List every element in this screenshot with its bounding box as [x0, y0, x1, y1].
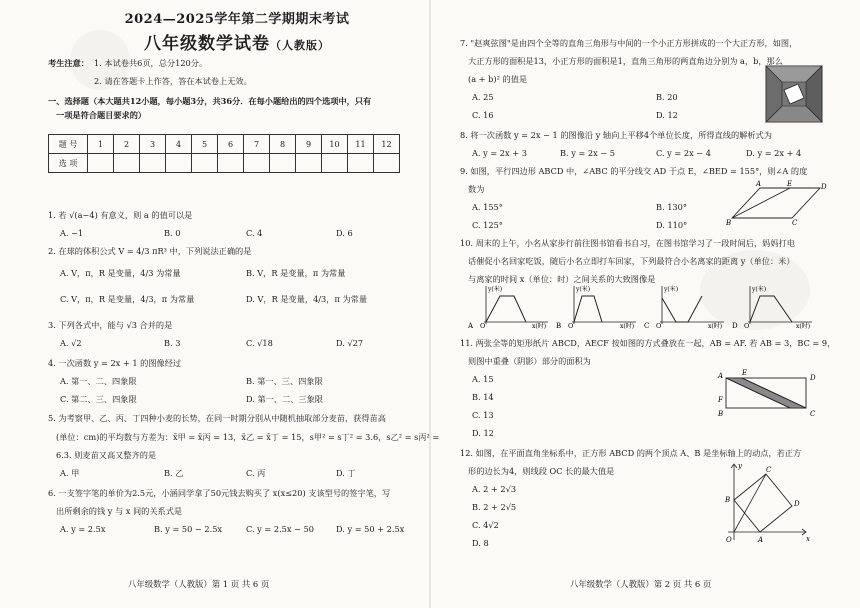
q10-b-origin: O: [568, 322, 574, 330]
q11-option-c: C. 13: [472, 410, 494, 420]
answer-table-header-cell: 11: [348, 135, 374, 154]
q7-line-2: 大正方形的面积是13，小正方形的面积是1，直角三角形的两直角边分别为 a，b，那么: [468, 56, 783, 66]
q6-option-d: D. y = 50 + 2.5x: [336, 524, 405, 534]
answer-cell: [218, 154, 244, 173]
footer-page-2: 八年级数学（人教版）第 2 页 共 6 页: [570, 579, 712, 589]
q1-option-a: A. −1: [60, 228, 84, 238]
q2-stem: 2. 在球的体积公式 V = 4/3 πR³ 中，下列说法正确的是: [48, 246, 252, 256]
fig11-label-e: E: [742, 369, 748, 377]
q1-option-b: B. 0: [164, 228, 181, 238]
q6-line-1: 6. 一支签字笔的单价为2.5元，小涵同学拿了50元钱去购买了 x(x≤20) 支该型号的签字笔，写: [48, 488, 391, 498]
answer-table-header-cell: 7: [244, 135, 270, 154]
section-1-line-1: 一、选择题（本大题共12小题，每小题3分，共36分．在每小题给出的四个选项中，只有: [48, 96, 372, 106]
q8-option-b: B. y = 2x − 5: [560, 148, 616, 158]
q12-option-b: B. 2 + 2√5: [472, 502, 517, 512]
q10-c-letter: C: [644, 322, 650, 330]
answer-table-header-cell: 12: [374, 135, 400, 154]
answer-cell: [114, 154, 140, 173]
q2-option-d: D. V，R 是变量，4/3，π 为常量: [246, 294, 368, 304]
edition-text: （人教版）: [270, 39, 330, 52]
q7-option-b: B. 20: [656, 92, 678, 102]
page-2: [460, 0, 836, 608]
q10-graph-c: [644, 285, 724, 330]
q5-option-b: B. 乙: [164, 468, 184, 478]
q10-a-xlabel: x(时): [532, 323, 547, 330]
q10-b-xlabel: x(时): [620, 323, 635, 330]
answer-table-header-cell: 4: [166, 135, 192, 154]
q9-option-a: A. 155°: [472, 202, 503, 212]
page-1: [48, 0, 440, 608]
q10-c-ylabel: y(米): [664, 286, 679, 293]
exam-subtitle: [48, 29, 426, 54]
answer-table-header-cell: 3: [140, 135, 166, 154]
q11-line-2: 则图中重叠（阴影）部分的面积为: [468, 356, 591, 366]
q1-stem: 1. 若 √(a−4) 有意义，则 a 的值可以是: [48, 210, 193, 220]
q10-graph-a: [467, 285, 548, 330]
answer-table-header-cell: 6: [218, 135, 244, 154]
q3-option-b: B. 3: [164, 338, 181, 348]
q10-c-origin: O: [656, 322, 662, 330]
fig11-label-f: F: [718, 396, 723, 404]
q12-option-c: C. 4√2: [472, 520, 499, 530]
q6-line-2: 出所剩余的钱 y 与 x 间的关系式是: [56, 506, 183, 516]
q8-option-d: D. y = 2x + 4: [746, 148, 802, 158]
q9-option-b: B. 130°: [656, 202, 687, 212]
exam-title: 2024—2025学年第二学期期末考试: [124, 12, 350, 27]
q4-option-a: A. 第一、二、四象限: [60, 376, 137, 386]
q12-line-1: 12. 如图，在平面直角坐标系中，正方形 ABCD 的两个顶点 A、B 是坐标轴上的动点，若正方: [460, 448, 802, 458]
q10-d-xlabel: x(时): [796, 323, 811, 330]
row-label-options: 选 项: [49, 154, 88, 173]
q4-stem: 4. 一次函数 y = 2x + 1 的图像经过: [48, 358, 182, 368]
fig12-label-o: O: [726, 536, 732, 544]
q10-a-origin: O: [480, 322, 486, 330]
fig11-label-d: D: [810, 374, 816, 382]
q3-option-a: A. √2: [60, 338, 82, 348]
q10-graph-options: [468, 282, 824, 330]
q1-option-d: D. 6: [336, 228, 353, 238]
q8-option-c: C. y = 2x − 4: [656, 148, 711, 158]
overlapping-rectangles-figure: [718, 368, 830, 418]
fig11-label-c: C: [810, 410, 816, 418]
q5-option-a: A. 甲: [60, 468, 80, 478]
q2-option-c: C. V，π，R 是变量，4/3，π 为常量: [60, 294, 195, 304]
fig11-label-a: A: [718, 372, 724, 380]
q6-option-a: A. y = 2.5x: [60, 524, 106, 534]
q11-option-d: D. 12: [472, 428, 494, 438]
answer-cell: [322, 154, 348, 173]
fig12-label-d: D: [794, 500, 800, 508]
subtitle-text: 八年级数学试卷: [144, 34, 270, 54]
q5-line-3: 6.3. 则麦苗又高又整齐的是: [56, 450, 157, 460]
q10-line-1: 10. 周末的上午，小名从家步行前往图书馆看书自习，在图书馆学习了一段时间后，妈妈打电: [460, 238, 795, 248]
q11-option-a: A. 15: [472, 374, 494, 384]
fig12-label-x: x: [806, 535, 810, 543]
q12-option-a: A. 2 + 2√3: [472, 484, 517, 494]
answer-cell: [192, 154, 218, 173]
q10-graph-b: [556, 285, 636, 330]
answer-cell: [88, 154, 114, 173]
answer-table-header-cell: 8: [270, 135, 296, 154]
answer-table-row-numbers: [49, 135, 400, 154]
answer-table-header-cell: 10: [322, 135, 348, 154]
q1-option-c: C. 4: [246, 228, 263, 238]
answer-cell: [270, 154, 296, 173]
answer-cell: [166, 154, 192, 173]
q10-d-origin: O: [744, 322, 750, 330]
note-1: 1. 本试卷共6页，总分120分。: [94, 58, 208, 68]
q10-d-ylabel: y(米): [752, 286, 767, 293]
answer-table-header-cell: 9: [296, 135, 322, 154]
q10-d-letter: D: [732, 322, 738, 330]
q3-option-c: C. √18: [246, 338, 273, 348]
q4-option-d: D. 第一、二、三象限: [246, 394, 323, 404]
fig9-label-c: C: [792, 219, 798, 227]
q10-line-2: 话催促小名回家吃饭，随后小名立即打车回家，下列最符合小名离家的距离 y（单位：米）: [468, 256, 795, 266]
q2-option-a: A. V，π，R 是变量，4/3 为常量: [60, 268, 181, 278]
fig9-label-d: D: [821, 183, 827, 191]
zhao-shuang-figure: [766, 66, 822, 122]
q10-a-letter: A: [468, 322, 474, 330]
q7-option-a: A. 25: [472, 92, 494, 102]
parallelogram-figure: [726, 180, 826, 226]
fig9-label-b: B: [726, 219, 732, 227]
q10-a-ylabel: y(米): [488, 286, 503, 293]
answer-cell: [244, 154, 270, 173]
fig12-label-y: y: [738, 462, 742, 470]
row-label-numbers: 题 号: [49, 135, 88, 154]
answer-table-header-cell: 2: [114, 135, 140, 154]
q11-option-b: B. 14: [472, 392, 494, 402]
page-fold-divider: [429, 0, 431, 608]
q2-option-b: B. V，R 是变量，π 为常量: [246, 268, 346, 278]
fig12-label-b: B: [725, 496, 731, 504]
q6-option-b: B. y = 50 − 2.5x: [154, 524, 223, 534]
q9-line-1: 9. 如图，平行四边形 ABCD 中，∠ABC 的平分线交 AD 于点 E，∠BED = 155°，则∠A 的度: [460, 166, 808, 176]
answer-cell: [374, 154, 400, 173]
fig12-label-a: A: [758, 536, 764, 544]
q12-line-2: 形的边长为4，则线段 OC 长的最大值是: [468, 466, 615, 476]
section-1-line-2: 一项是符合题目要求的）: [56, 110, 147, 120]
q5-line-2: (单位：cm)的平均数与方差为：x̄甲 = x̄丙 = 13，x̄乙 = x̄丁 = 15，s甲² = s丁² = 3.6，s乙² = s丙² =: [56, 432, 440, 442]
note-2: 2. 请在答题卡上作答，答在本试卷上无效。: [94, 76, 252, 86]
q10-graph-d: [732, 285, 812, 330]
q11-line-1: 11. 两张全等的矩形纸片 ABCD，AECF 按如图的方式叠放在一起，AB = AF. 若 AB = 3，BC = 9，: [460, 338, 836, 348]
q10-line-3: 与离家的时间 x（单位：时）之间关系的大致图像是: [468, 274, 656, 284]
q4-option-b: B. 第一、三、四象限: [246, 376, 323, 386]
answer-table-header-cell: 1: [88, 135, 114, 154]
q7-option-d: D. 12: [656, 110, 678, 120]
q12-option-d: D. 8: [472, 538, 489, 548]
q7-line-3: (a + b)² 的值是: [468, 74, 528, 84]
fig12-label-c: C: [766, 466, 772, 474]
answer-cell: [296, 154, 322, 173]
q3-option-d: D. √27: [336, 338, 364, 348]
answer-table: [48, 134, 400, 173]
q5-line-1: 5. 为考察甲、乙、丙、丁四种小麦的长势，在同一时期分别从中随机抽取部分麦苗，获得苗高: [48, 413, 386, 423]
answer-cell: [348, 154, 374, 173]
q9-line-2: 数为: [468, 184, 485, 194]
footer-page-1: 八年级数学（人教版）第 1 页 共 6 页: [128, 579, 270, 589]
answer-table-row-options: [49, 154, 400, 173]
q8-stem: 8. 将一次函数 y = 2x − 1 的图像沿 y 轴向上平移4个单位长度，所得直线的解析式为: [460, 130, 772, 140]
notes-label: 考生注意：: [48, 58, 89, 68]
q8-option-a: A. y = 2x + 3: [472, 148, 527, 158]
q9-option-c: C. 125°: [472, 220, 503, 230]
answer-cell: [140, 154, 166, 173]
q7-option-c: C. 16: [472, 110, 494, 120]
q5-option-d: D. 丁: [336, 468, 356, 478]
q9-option-d: D. 110°: [656, 220, 688, 230]
q4-option-c: C. 第二、三、四象限: [60, 394, 137, 404]
fig9-label-e: E: [787, 180, 793, 188]
fig9-label-a: A: [756, 180, 762, 188]
q6-option-c: C. y = 2.5x − 50: [246, 524, 314, 534]
q3-stem: 3. 下列各式中，能与 √3 合并的是: [48, 320, 173, 330]
answer-table-header-cell: 5: [192, 135, 218, 154]
q5-option-c: C. 丙: [246, 468, 266, 478]
q10-b-letter: B: [556, 322, 562, 330]
q10-c-xlabel: x(时): [708, 323, 723, 330]
q7-line-1: 7. "赵爽弦图"是由四个全等的直角三角形与中间的一个小正方形拼成的一个大正方形，如图，: [460, 38, 798, 48]
fig11-label-b: B: [718, 410, 724, 418]
coordinate-square-figure: [722, 460, 812, 544]
q10-b-ylabel: y(米): [576, 286, 591, 293]
